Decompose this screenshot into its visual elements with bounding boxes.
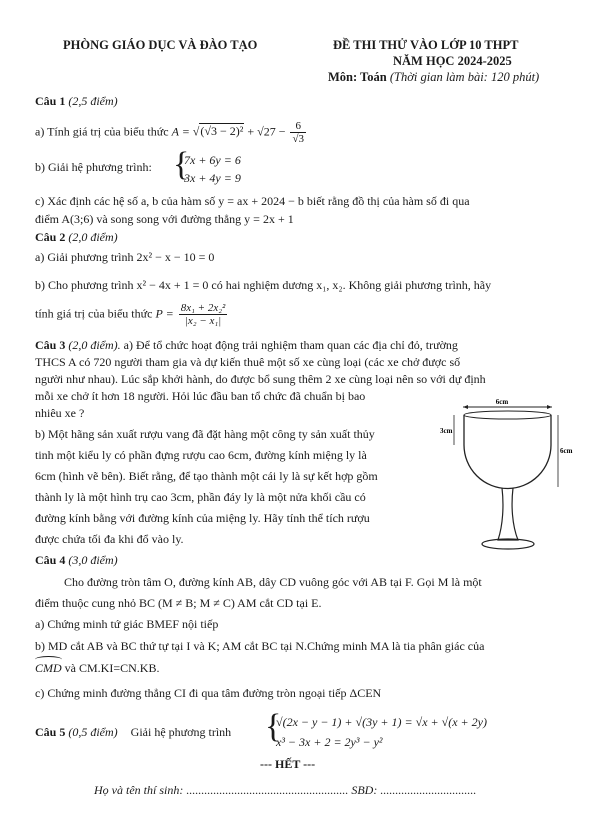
- label-right: 6cm: [560, 447, 573, 455]
- school-department: PHÒNG GIÁO DỤC VÀ ĐÀO TẠO: [63, 38, 258, 52]
- q4-intro1: Cho đường tròn tâm O, đường kính AB, dây CD vuông góc với AB tại F. Gọi M là một: [64, 575, 482, 589]
- q5-equations: √(2x − y − 1) + √(3y + 1) = √x + √(x + 2y) x³ − 3x + 2 = 2y³ − y²: [276, 715, 487, 749]
- q1b-equations: 7x + 6y = 6 3x + 4y = 9: [184, 153, 241, 185]
- q3a-line1: Câu 3 (2,0 điểm). a) Để tổ chức hoạt động trải nghiệm tham quan các địa chỉ đỏ, trường: [35, 338, 458, 352]
- q4a: a) Chứng minh tứ giác BMEF nội tiếp: [35, 617, 219, 631]
- q3a-line5: nhiêu xe ?: [35, 406, 85, 420]
- q3b-line3: 6cm (hình vẽ bên). Biết rằng, để tạo thành một cái ly là sự kết hợp gồm: [35, 469, 378, 483]
- q2b-line1: b) Cho phương trình x² − 4x + 1 = 0 có hai nghiệm dương x₁, x₂. Không giải phương trình, hãy: [35, 278, 492, 292]
- exam-year: NĂM HỌC 2024-2025: [393, 54, 512, 68]
- exam-title: ĐỀ THI THỬ VÀO LỚP 10 THPT: [333, 38, 519, 52]
- sbd-label: SBD:: [351, 783, 378, 797]
- q5-points: (0,5 điểm): [68, 725, 118, 739]
- q2b-line2: tính giá trị của biểu thức P = $\frac{\text{8x₁ + 2x₂²}}{\text{|x₂ − x₁|}}$: [35, 302, 226, 327]
- q3b-line4: thành ly là một hình trụ cao 3cm, phần đáy ly là một nửa khối cầu có: [35, 490, 366, 504]
- q3-heading: Câu 3: [35, 338, 66, 352]
- wine-glass-figure: [440, 395, 573, 555]
- subject-label: Môn: Toán: [328, 70, 387, 84]
- q3b-line1: b) Một hãng sản xuất rượu vang đã đặt hàng một công ty sản xuất thủy: [35, 427, 375, 441]
- q5-heading: Câu 5: [35, 725, 66, 739]
- q3b-line6: được chứa tối đa khi đổ vào ly.: [35, 532, 184, 546]
- q1c-line2: điểm A(3;6) và song song với đường thẳng y = 2x + 1: [35, 212, 294, 226]
- q3-points: (2,0 điểm).: [68, 338, 121, 352]
- arc-cmd: CMD: [35, 661, 62, 676]
- q4-heading: Câu 4 (3,0 điểm): [35, 553, 118, 567]
- candidate-name-dots: ......................................................: [186, 783, 349, 797]
- q3a-line3: người như nhau). Lúc sắp khởi hành, do được bổ sung thêm 2 xe cùng loại nên so với dự định: [35, 372, 486, 386]
- q1-heading: Câu 1 (2,5 điểm): [35, 94, 118, 108]
- q3a-line4: mỗi xe chở ít hơn 18 người. Hỏi lúc đầu ban tổ chức đã chuẩn bị bao: [35, 389, 366, 403]
- q4b-line1: b) MD cắt AB và BC thứ tự tại I và K; AM cắt BC tại N.Chứng minh MA là tia phân giác của: [35, 639, 485, 653]
- candidate-name-label: Họ và tên thí sinh:: [94, 783, 184, 797]
- q5-brace: {: [265, 708, 282, 745]
- q3a-line2: THCS A có 720 người tham gia và dự kiến thuê một số xe cùng loại (các xe chở được số: [35, 355, 461, 369]
- time-limit: (Thời gian làm bài: 120 phút): [389, 70, 540, 84]
- q1a: a) Tính giá trị của biểu thức A = √(√3 − 2)² + √27 − $\frac{6}{√3}$: [35, 120, 305, 145]
- q1b: b) Giải hệ phương trình:: [35, 160, 152, 174]
- q2a: a) Giải phương trình 2x² − x − 10 = 0: [35, 250, 215, 264]
- glass-stem: [498, 488, 518, 540]
- system-brace: {: [173, 146, 190, 183]
- q4-intro2: điểm thuộc cung nhỏ BC (M ≠ B; M ≠ C) AM cắt CD tại E.: [35, 596, 322, 610]
- glass-bowl: [464, 415, 551, 489]
- sbd-dots: ................................: [380, 783, 477, 797]
- end-marker: --- HẾT ---: [260, 757, 316, 771]
- label-left: 3cm: [440, 427, 453, 435]
- q1c-line1: c) Xác định các hệ số a, b của hàm số y = ax + 2024 − b biết rằng đồ thị của hàm số đi qua: [35, 194, 470, 208]
- subject-line: [328, 70, 539, 85]
- q2-heading: Câu 2 (2,0 điểm): [35, 230, 118, 244]
- q4b-line2: CMD và CM.KI=CN.KB.: [35, 661, 159, 676]
- q3b-line2: tinh một kiểu ly có phần đựng rượu cao 6cm, đường kính miệng ly là: [35, 448, 367, 462]
- q3b-line5: đường kính bằng với đường kính của miệng ly. Hãy tính thể tích rượu: [35, 511, 370, 525]
- q5-line: Câu 5 (0,5 điểm) Giải hệ phương trình: [35, 725, 232, 739]
- glass-rim: [464, 411, 551, 419]
- label-top: 6cm: [495, 398, 509, 406]
- footer: [94, 783, 476, 798]
- q4c: c) Chứng minh đường thẳng CI đi qua tâm đường tròn ngoại tiếp ΔCEN: [35, 686, 382, 700]
